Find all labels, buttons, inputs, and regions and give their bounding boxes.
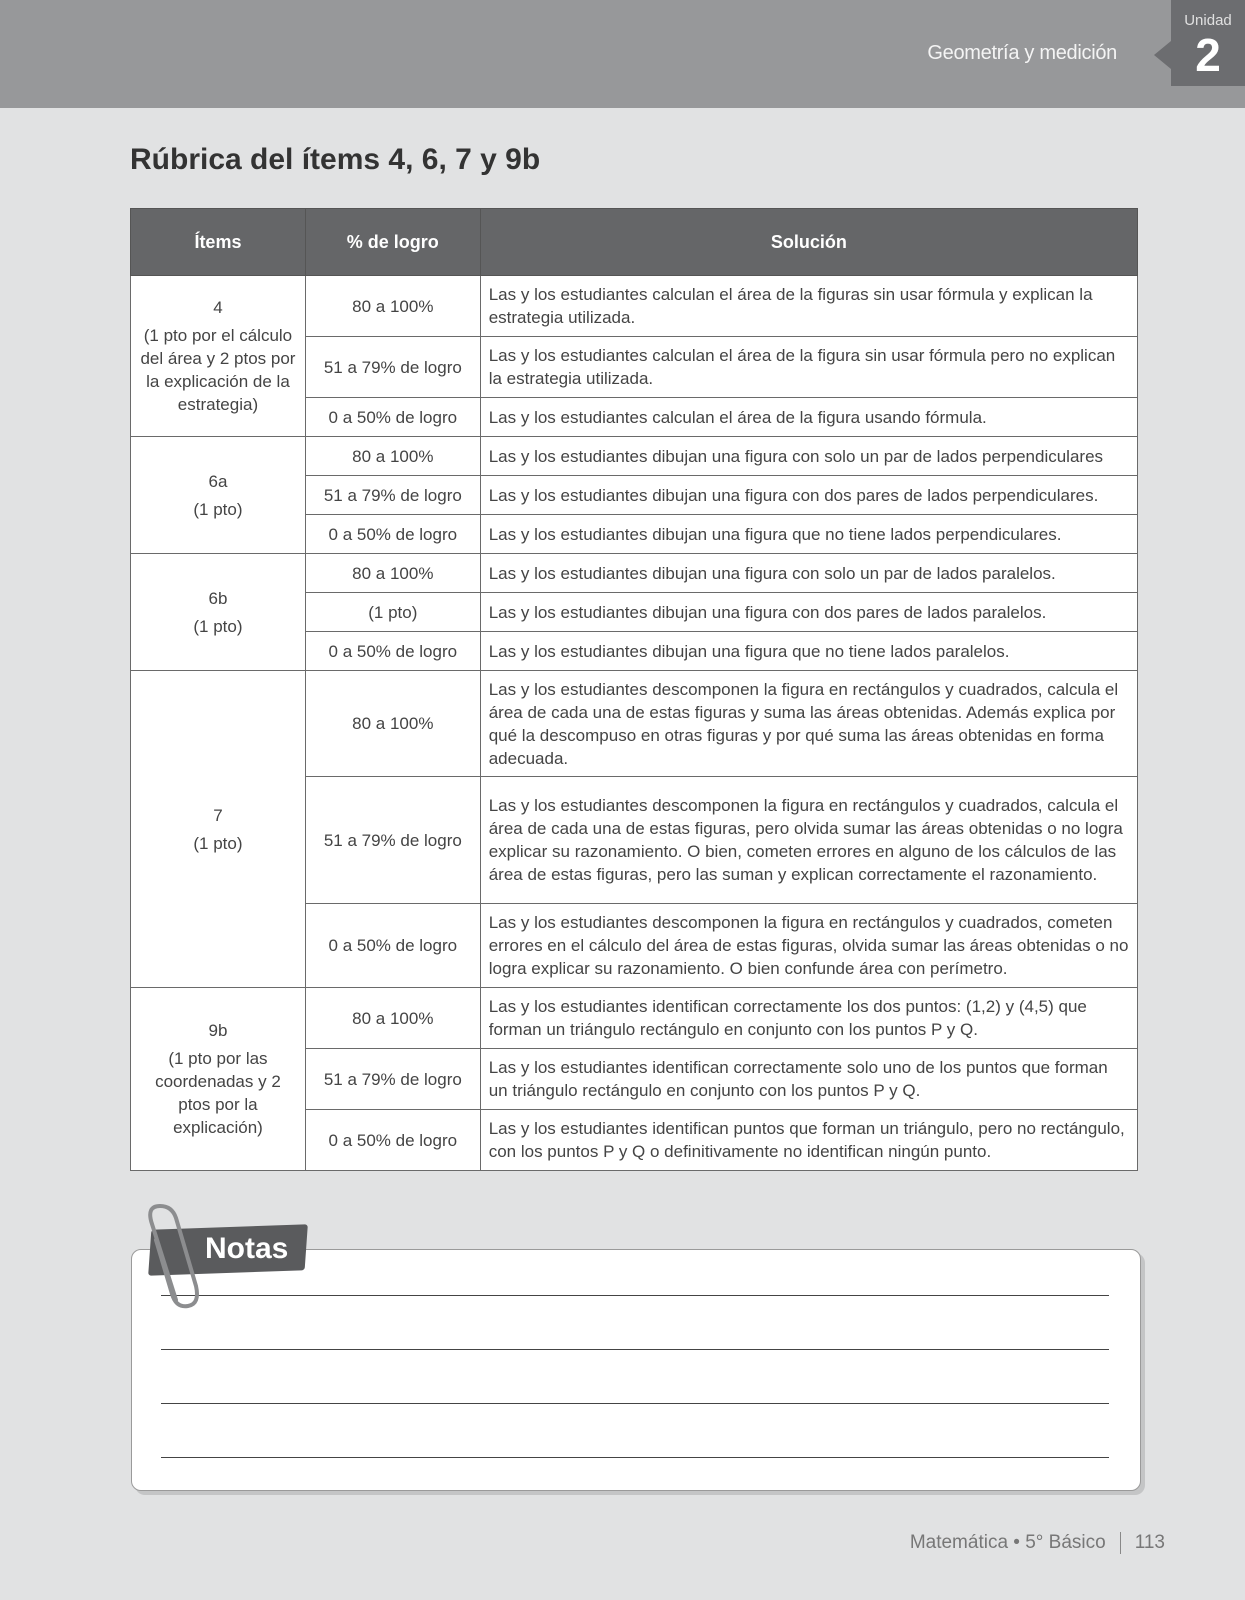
- solution-cell: Las y los estudiantes dibujan una figura que no tiene lados paralelos.: [480, 632, 1137, 671]
- solution-cell: Las y los estudiantes identifican correctamente solo uno de los puntos que forman un triángulo rectángulo en conjunto con los puntos P y Q.: [480, 1049, 1137, 1110]
- solution-cell: Las y los estudiantes identifican puntos que forman un triángulo, pero no rectángulo, con los puntos P y Q o definitivamente no identifican ningún punto.: [480, 1110, 1137, 1171]
- table-row: [131, 988, 1138, 1049]
- column-header-achievement: % de logro: [305, 209, 480, 276]
- column-header-items: Ítems: [131, 209, 306, 276]
- item-note: (1 pto por el cálculo del área y 2 ptos por la explicación de la estrategia): [140, 326, 296, 414]
- item-note: (1 pto): [193, 499, 243, 519]
- solution-cell: Las y los estudiantes dibujan una figura con dos pares de lados paralelos.: [480, 593, 1137, 632]
- item-note: (1 pto): [193, 616, 243, 636]
- unit-number: 2: [1195, 29, 1221, 81]
- achievement-cell: 80 a 100%: [305, 988, 480, 1049]
- solution-cell: Las y los estudiantes calculan el área de la figura sin usar fórmula pero no explican la estrategia utilizada.: [480, 337, 1137, 398]
- achievement-cell: 51 a 79% de logro: [305, 1049, 480, 1110]
- item-number: 7: [213, 805, 223, 825]
- solution-cell: Las y los estudiantes descomponen la figura en rectángulos y cuadrados, cometen errores en el cálculo del área de estas figuras, olvida sumar las áreas obtenidas o no logra explicar su razonamiento. O bien confunde área con perímetro.: [480, 904, 1137, 988]
- unit-tab: [1171, 0, 1245, 86]
- rubric-table: [130, 208, 1138, 1171]
- achievement-cell: 0 a 50% de logro: [305, 398, 480, 437]
- page-number: 113: [1134, 1532, 1165, 1554]
- unit-label: Unidad: [1184, 12, 1232, 29]
- notes-line: [161, 1349, 1109, 1350]
- achievement-cell: 51 a 79% de logro: [305, 337, 480, 398]
- table-row: [131, 554, 1138, 593]
- section-title: Geometría y medición: [927, 42, 1117, 64]
- footer-subject: Matemática • 5° Básico: [909, 1532, 1106, 1554]
- solution-cell: Las y los estudiantes descomponen la figura en rectángulos y cuadrados, calcula el área de cada una de estas figuras y suma las áreas obtenidas. Además explica por qué la descompuso en otras figuras y por qué suma las áreas obtenidas en forma adecuada.: [480, 671, 1137, 777]
- item-cell: [131, 988, 306, 1171]
- achievement-cell: 80 a 100%: [305, 671, 480, 777]
- achievement-cell: 0 a 50% de logro: [305, 904, 480, 988]
- paperclip-icon: [140, 1204, 210, 1314]
- column-header-solution: Solución: [480, 209, 1137, 276]
- item-cell: [131, 276, 306, 437]
- notes-line: [161, 1403, 1109, 1404]
- solution-cell: Las y los estudiantes identifican correctamente los dos puntos: (1,2) y (4,5) que forman un triángulo rectángulo en conjunto con los puntos P y Q.: [480, 988, 1137, 1049]
- achievement-cell: 0 a 50% de logro: [305, 515, 480, 554]
- item-number: 9b: [208, 1021, 228, 1040]
- item-note: (1 pto): [193, 833, 243, 853]
- achievement-cell: 80 a 100%: [305, 276, 480, 337]
- item-cell: [131, 554, 306, 671]
- solution-cell: Las y los estudiantes dibujan una figura que no tiene lados perpendiculares.: [480, 515, 1137, 554]
- item-number: 6b: [208, 588, 228, 608]
- notes-line: [161, 1457, 1109, 1458]
- solution-cell: Las y los estudiantes dibujan una figura con solo un par de lados perpendiculares: [480, 437, 1137, 476]
- notes-box: [131, 1249, 1141, 1491]
- solution-cell: Las y los estudiantes dibujan una figura con dos pares de lados perpendiculares.: [480, 476, 1137, 515]
- item-cell: [131, 671, 306, 988]
- achievement-cell: (1 pto): [305, 593, 480, 632]
- achievement-cell: 51 a 79% de logro: [305, 777, 480, 904]
- item-number: 6a: [208, 471, 228, 491]
- notes-label: Notas: [205, 1232, 289, 1265]
- table-header-row: [131, 209, 1138, 276]
- notes-line: [161, 1295, 1109, 1296]
- solution-cell: Las y los estudiantes descomponen la figura en rectángulos y cuadrados, calcula el área de cada una de estas figuras, pero olvida sumar las áreas obtenidas o no logra explicar su razonamiento. O bien, cometen errores en alguno de los cálculos de las área de estas figuras, pero las suman y explican correctamente el razonamiento.: [480, 777, 1137, 904]
- table-row: [131, 276, 1138, 337]
- item-cell: [131, 437, 306, 554]
- page-header: [0, 0, 1245, 108]
- table-row: [131, 671, 1138, 777]
- solution-cell: Las y los estudiantes dibujan una figura con solo un par de lados paralelos.: [480, 554, 1137, 593]
- unit-tab-arrow: [1154, 41, 1171, 69]
- achievement-cell: 80 a 100%: [305, 437, 480, 476]
- achievement-cell: 80 a 100%: [305, 554, 480, 593]
- achievement-cell: 51 a 79% de logro: [305, 476, 480, 515]
- item-note: (1 pto por las coordenadas y 2 ptos por la explicación): [155, 1049, 281, 1137]
- solution-cell: Las y los estudiantes calculan el área de la figura usando fórmula.: [480, 398, 1137, 437]
- achievement-cell: 0 a 50% de logro: [305, 632, 480, 671]
- page-footer: [910, 1532, 1165, 1554]
- solution-cell: Las y los estudiantes calculan el área de la figuras sin usar fórmula y explican la estrategia utilizada.: [480, 276, 1137, 337]
- page-title: Rúbrica del ítems 4, 6, 7 y 9b: [130, 143, 541, 176]
- item-number: 4: [213, 298, 223, 317]
- achievement-cell: 0 a 50% de logro: [305, 1110, 480, 1171]
- table-row: [131, 437, 1138, 476]
- footer-divider: [1120, 1532, 1121, 1554]
